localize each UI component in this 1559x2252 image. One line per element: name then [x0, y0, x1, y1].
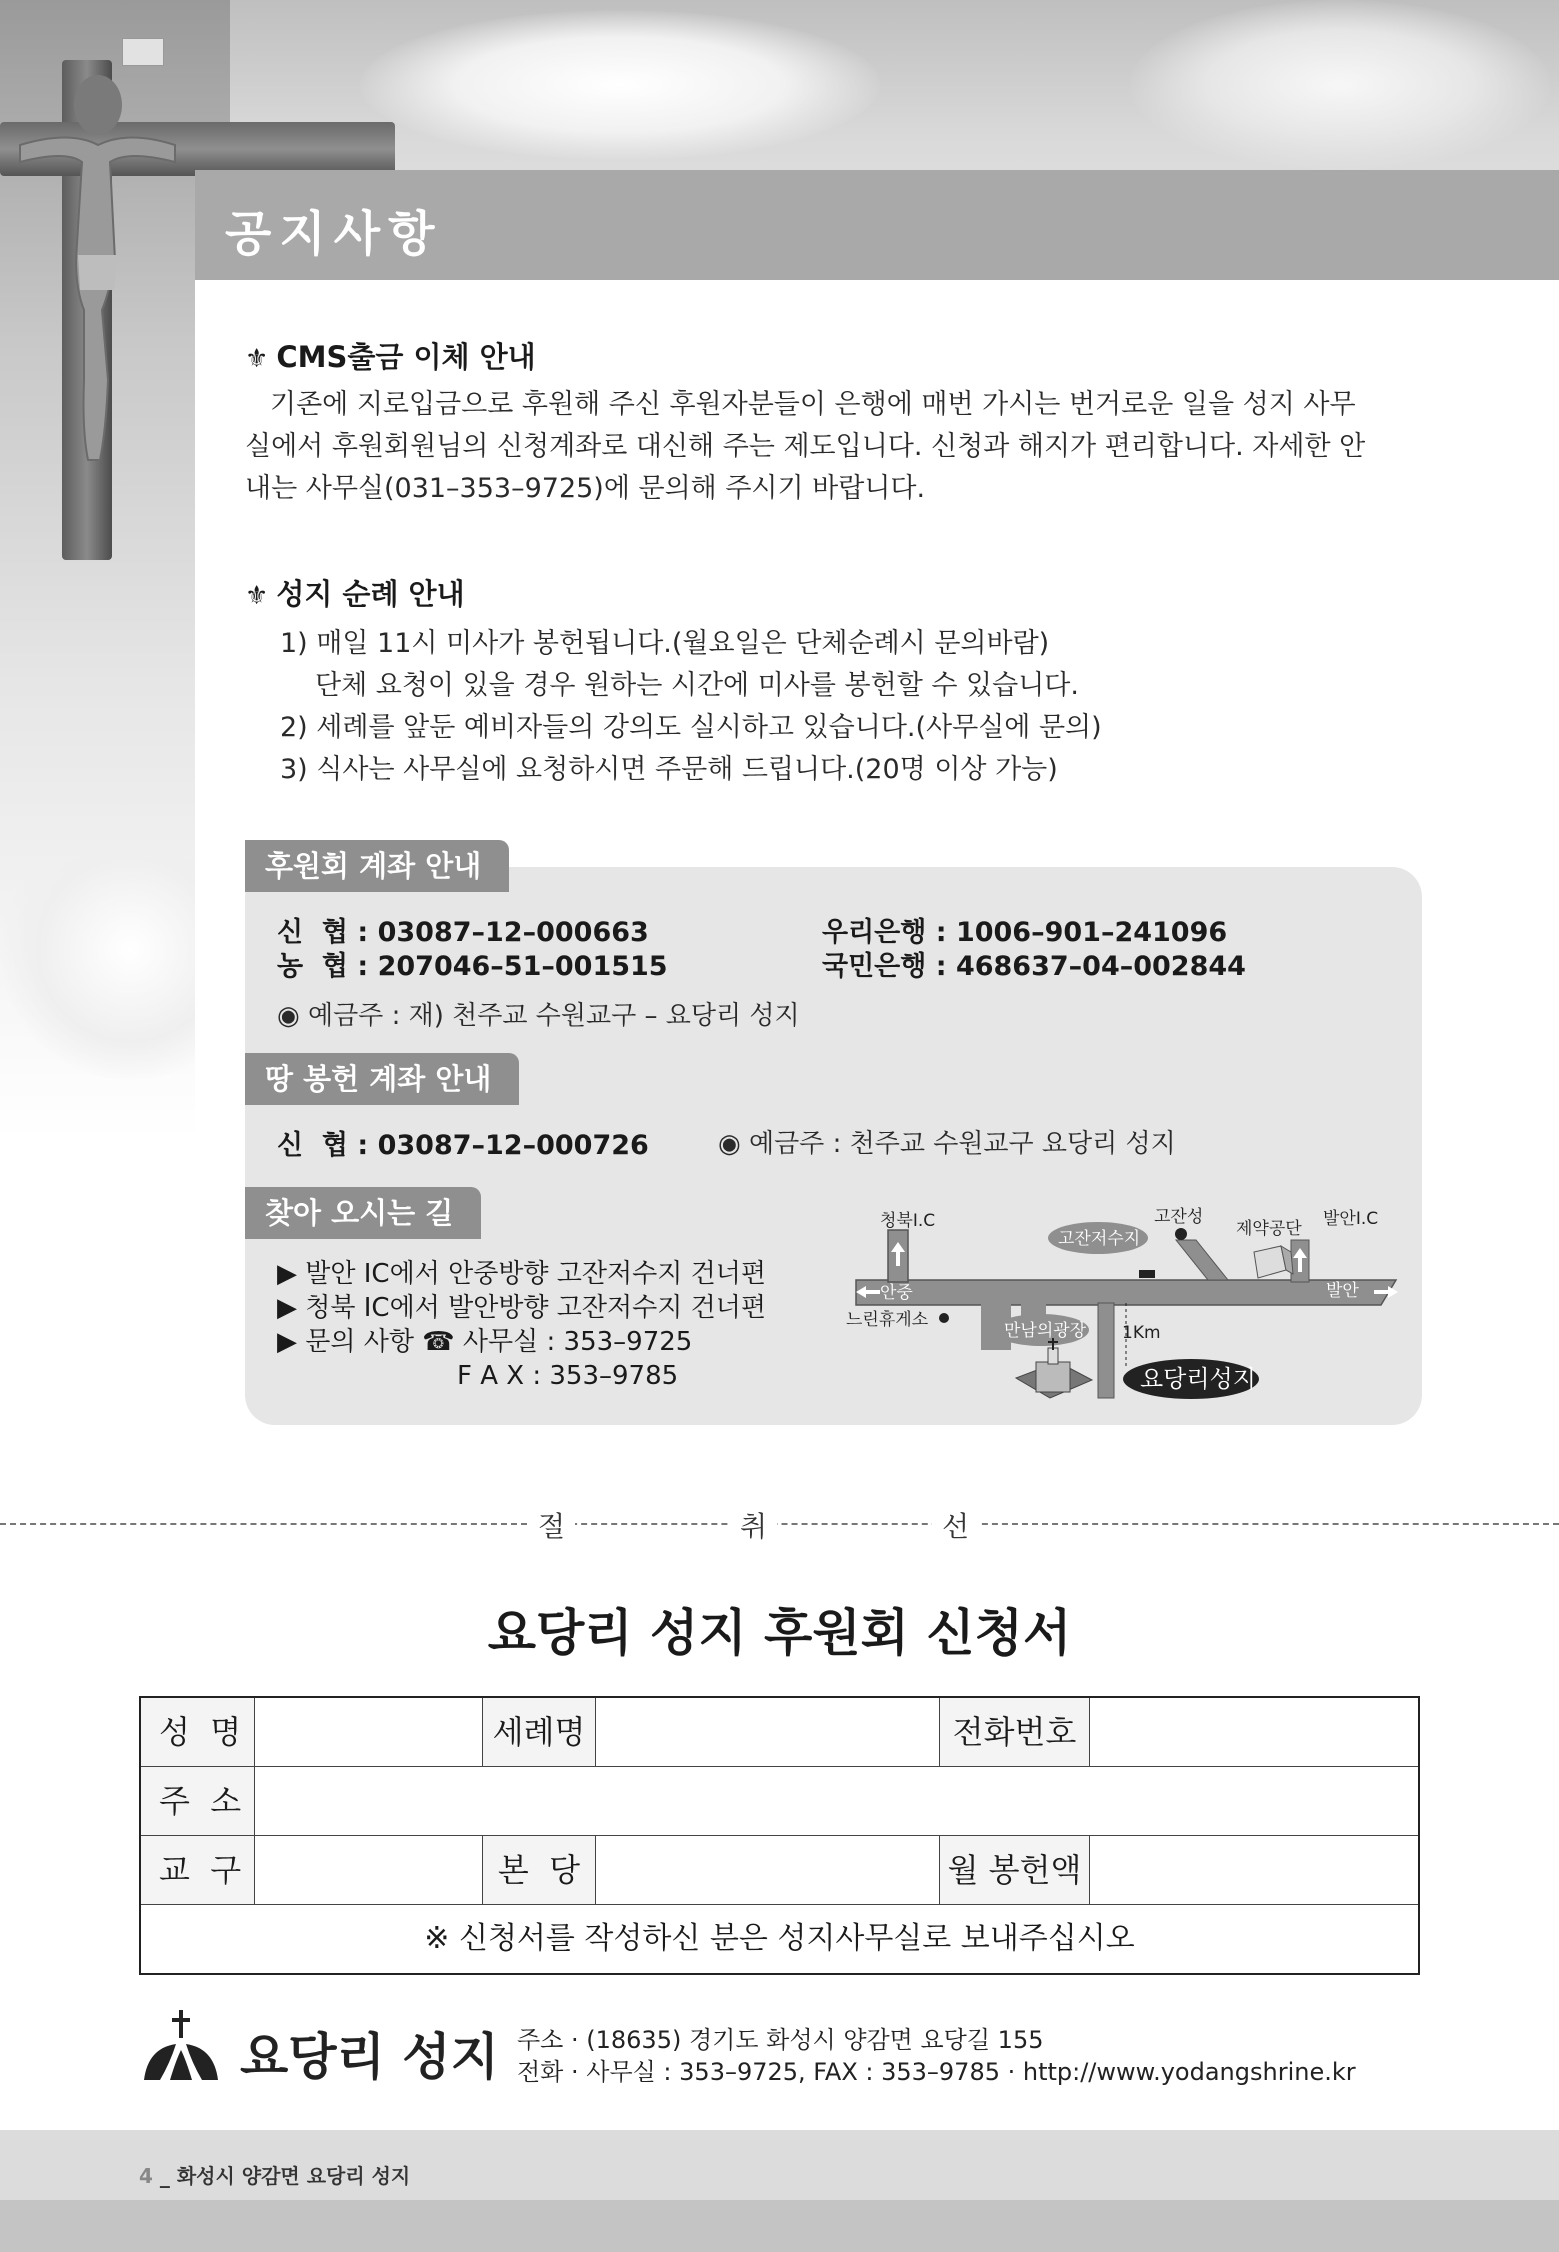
- cms-section-heading: [245, 335, 536, 376]
- label-address: 주 소: [141, 1767, 254, 1835]
- address-field[interactable]: [254, 1767, 1418, 1835]
- fleur-de-lis-icon: ⚜: [245, 581, 269, 611]
- account-row: 신 협 : 03087–12–000663: [277, 917, 649, 948]
- bank-name: 농 협: [277, 951, 348, 982]
- shrine-logo-icon: [140, 2008, 222, 2088]
- map-label-gojanseong: 고잔성: [1154, 1207, 1204, 1227]
- map-label-distance: 1Km: [1122, 1323, 1161, 1343]
- direction-item: ▶ 청북 IC에서 발안방향 고잔저수지 건너편: [277, 1293, 766, 1323]
- map-label-reservoir: 고잔저수지: [1058, 1229, 1141, 1249]
- location-dot-icon: [939, 1313, 949, 1323]
- phone-field[interactable]: [1089, 1698, 1418, 1766]
- fax-number: F A X : 353–9785: [457, 1361, 679, 1391]
- cut-line-char: 취: [730, 1505, 777, 1545]
- bank-name: 신 협: [277, 1130, 348, 1161]
- cms-line-3: 내는 사무실(031–353–9725)에 문의해 주시기 바랍니다.: [245, 473, 926, 504]
- account-number: 03087–12–000726: [377, 1130, 649, 1161]
- page-number: 4: [139, 2164, 153, 2188]
- monthly-offering-field[interactable]: [1089, 1836, 1418, 1904]
- road: [856, 1230, 1396, 1398]
- pilgrimage-section-heading: [245, 572, 465, 613]
- cut-line: [0, 1523, 1559, 1525]
- form-row: [141, 1905, 1418, 1974]
- location-dot-icon: [1175, 1228, 1187, 1240]
- footer-bottom-band: [0, 2200, 1559, 2252]
- account-row: 우리은행 : 1006–901–241096: [822, 917, 1228, 948]
- shrine-name: 요당리 성지: [240, 2027, 499, 2086]
- pilgrimage-item: 단체 요청이 있을 경우 원하는 시간에 미사를 봉헌할 수 있습니다.: [315, 670, 1079, 701]
- shrine-address: 주소 · (18635) 경기도 화성시 양감면 요당길 155: [517, 2026, 1044, 2054]
- map-label-plaza: 만남의광장: [1004, 1321, 1087, 1341]
- pilgrimage-item: 3) 식사는 사무실에 요청하시면 주문해 드립니다.(20명 이상 가능): [280, 754, 1058, 785]
- account-number: 03087–12–000663: [377, 917, 649, 948]
- page-footer-text: _ 화성시 양감면 요당리 성지: [152, 2164, 411, 2188]
- land-account-row: 신 협 : 03087–12–000726: [277, 1130, 649, 1161]
- account-number: 207046–51–001515: [377, 951, 668, 982]
- bank-name: 신 협: [277, 917, 348, 948]
- page-title: 공지사항: [225, 206, 443, 262]
- form-row: [141, 1698, 1418, 1767]
- label-diocese: 교 구: [141, 1836, 254, 1904]
- shrine-contact: 전화 · 사무실 : 353–9725, FAX : 353–9785 · http://www.yodangshrine.kr: [517, 2058, 1356, 2086]
- fleur-de-lis-icon: ⚜: [245, 344, 269, 374]
- label-phone: 전화번호: [939, 1698, 1089, 1766]
- diocese-field[interactable]: [254, 1836, 482, 1904]
- crucifix-figure-image: [10, 50, 180, 470]
- factory-icon: [1254, 1246, 1293, 1278]
- map-label-pharma: 제약공단: [1236, 1219, 1302, 1239]
- bridge-marker: [1139, 1270, 1155, 1278]
- cms-line-2: 실에서 후원회원님의 신청계좌로 대신해 주는 제도입니다. 신청과 해지가 편리합니다. 자세한 안: [245, 431, 1366, 462]
- label-baptismal-name: 세례명: [482, 1698, 595, 1766]
- cms-title: CMS출금 이체 안내: [276, 340, 536, 374]
- label-parish: 본 당: [482, 1836, 595, 1904]
- map-label-baran: 발안: [1326, 1281, 1359, 1301]
- account-row: 국민은행 : 468637–04–002844: [822, 951, 1246, 982]
- label-name: 성 명: [141, 1698, 254, 1766]
- direction-item: ▶ 문의 사항 ☎ 사무실 : 353–9725: [277, 1327, 693, 1357]
- label-monthly-offering: 월 봉헌액: [939, 1836, 1089, 1904]
- bank-name: 국민은행: [822, 951, 927, 982]
- cut-line-char: 절: [528, 1505, 575, 1545]
- direction-item: ▶ 발안 IC에서 안중방향 고잔저수지 건너편: [277, 1259, 766, 1289]
- map-label-anjung: 안중: [880, 1283, 913, 1303]
- form-row: [141, 1767, 1418, 1836]
- map-label-rest-area: 느린휴게소: [846, 1310, 929, 1330]
- account-holder: ◉ 예금주 : 재) 천주교 수원교구 – 요당리 성지: [277, 1001, 800, 1031]
- parish-field[interactable]: [595, 1836, 939, 1904]
- pilgrimage-item: 2) 세례를 앞둔 예비자들의 강의도 실시하고 있습니다.(사무실에 문의): [280, 712, 1102, 743]
- page-footer-label: [139, 2160, 410, 2189]
- form-title: 요당리 성지 후원회 신청서: [487, 1603, 1072, 1662]
- cloud: [1130, 0, 1550, 170]
- pilgrimage-item: 1) 매일 11시 미사가 봉헌됩니다.(월요일은 단체순례시 문의바람): [280, 628, 1050, 659]
- cloud: [360, 10, 880, 160]
- account-number: 1006–901–241096: [955, 917, 1228, 948]
- form-row: [141, 1836, 1418, 1905]
- map-label-baran-ic: 발안I.C: [1323, 1209, 1379, 1229]
- cms-line-1: 기존에 지로입금으로 후원해 주신 후원자분들이 은행에 매번 가시는 번거로운 일을 성지 사무: [270, 389, 1356, 420]
- land-account-tab: 땅 봉헌 계좌 안내: [245, 1053, 519, 1105]
- land-account-holder: ◉ 예금주 : 천주교 수원교구 요당리 성지: [718, 1129, 1176, 1159]
- support-accounts-tab: 후원회 계좌 안내: [245, 840, 509, 892]
- map-label-shrine: 요당리성지: [1140, 1365, 1256, 1393]
- church-icon: [1016, 1338, 1092, 1398]
- application-form: [139, 1696, 1420, 1975]
- directions-map: [836, 1200, 1411, 1410]
- directions-tab: 찾아 오시는 길: [245, 1187, 481, 1239]
- cut-line-char: 선: [932, 1505, 979, 1545]
- form-note: ※ 신청서를 작성하신 분은 성지사무실로 보내주십시오: [424, 1921, 1135, 1956]
- account-number: 468637–04–002844: [955, 951, 1246, 982]
- pilgrimage-title: 성지 순례 안내: [276, 577, 465, 611]
- baptismal-name-field[interactable]: [595, 1698, 939, 1766]
- bank-name: 우리은행: [822, 917, 927, 948]
- account-row: 농 협 : 207046–51–001515: [277, 951, 668, 982]
- map-label-cheongbuk-ic: 청북I.C: [880, 1211, 936, 1231]
